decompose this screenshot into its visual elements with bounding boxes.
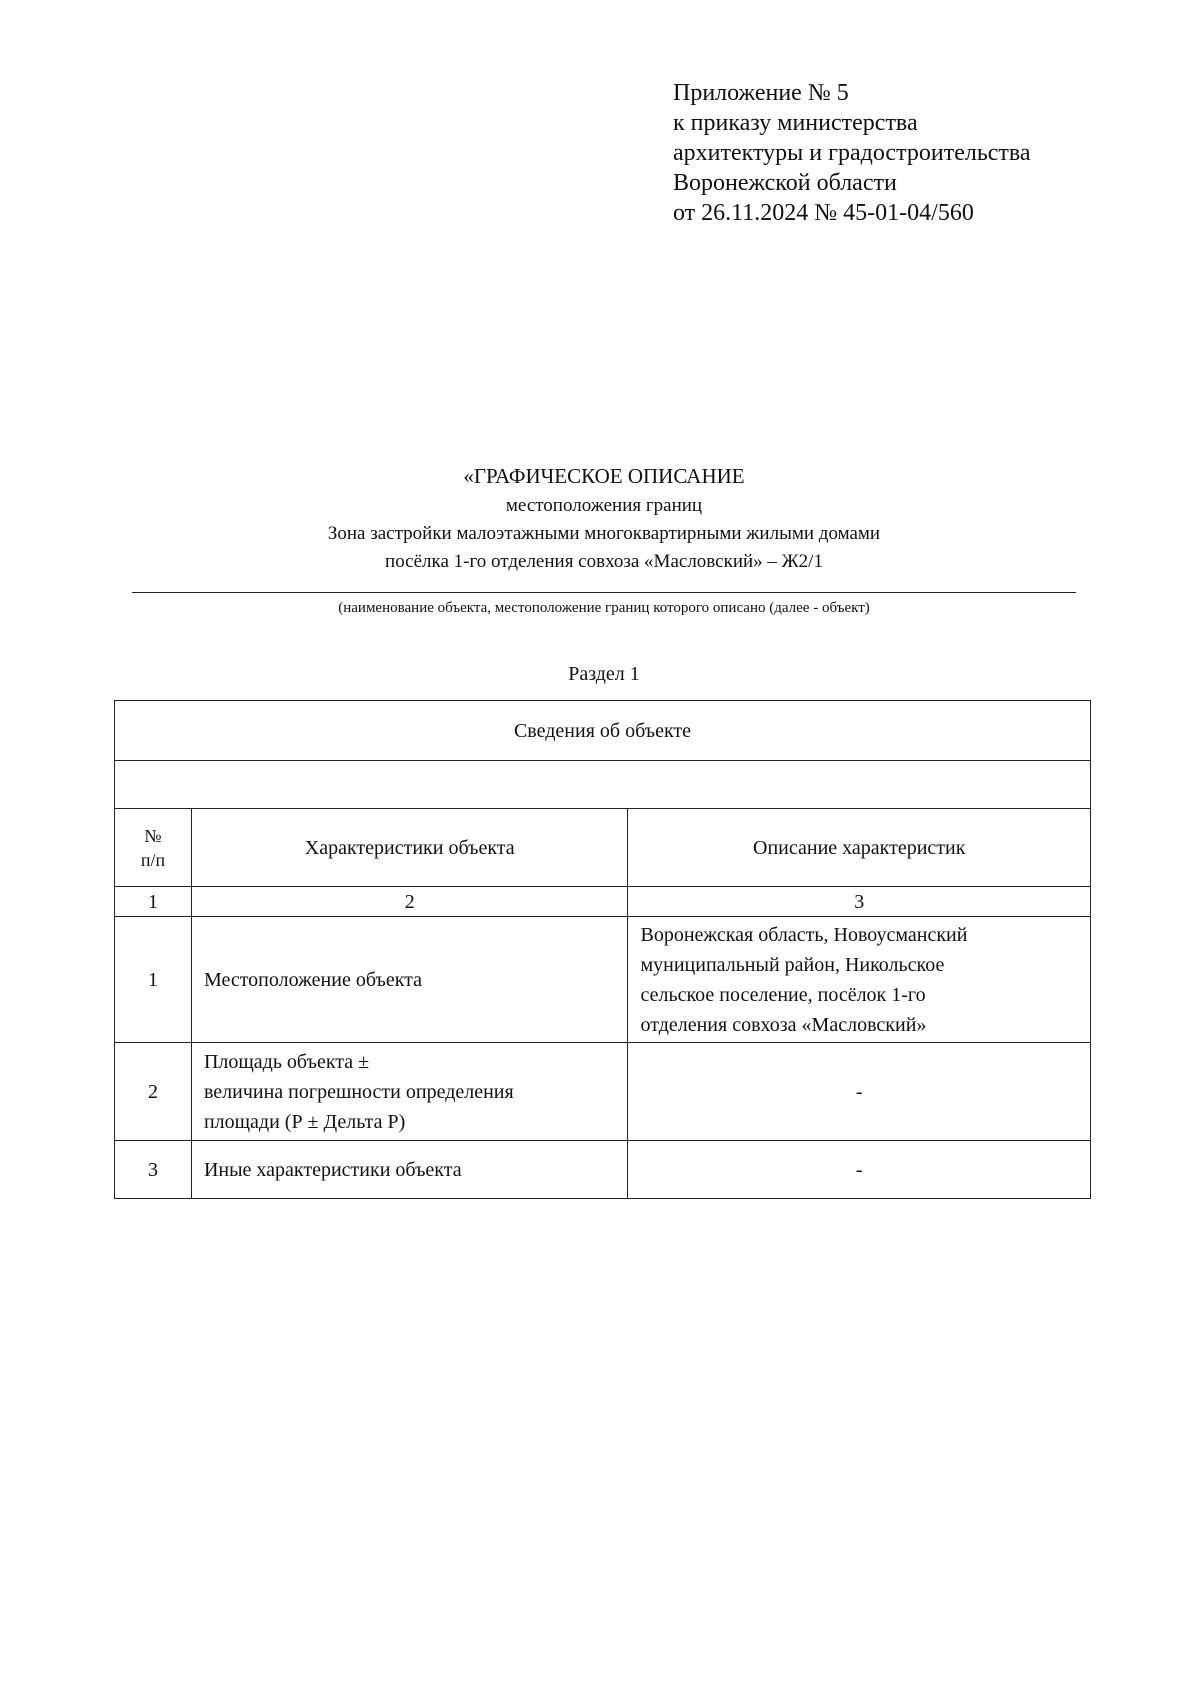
annex-line: Приложение № 5 bbox=[673, 80, 849, 106]
header-description: Описание характеристик bbox=[628, 809, 1091, 887]
annex-line: к приказу министерства bbox=[673, 110, 918, 136]
text-line: отделения совхоза «Масловский» bbox=[640, 1013, 927, 1036]
text-line: Воронежская область, Новоусманский bbox=[640, 923, 968, 946]
title-block bbox=[132, 460, 1076, 576]
text-line: - bbox=[855, 1080, 863, 1103]
section-label: Раздел 1 bbox=[568, 663, 640, 685]
subtitle-line: Зона застройки малоэтажными многоквартирными жилыми домами bbox=[327, 523, 881, 544]
subtitle-line: посёлка 1-го отделения совхоза «Масловский» – Ж2/1 bbox=[385, 551, 823, 572]
index-cell: 2 bbox=[191, 887, 628, 917]
header-num-line: № bbox=[144, 825, 162, 846]
title-underline bbox=[132, 592, 1076, 593]
table-row bbox=[115, 917, 1091, 1043]
header-characteristic: Характеристики объекта bbox=[191, 809, 628, 887]
table-row bbox=[115, 1141, 1091, 1199]
subtitle-line: местоположения границ bbox=[505, 495, 703, 516]
empty-cell bbox=[115, 761, 1091, 809]
index-cell: 1 bbox=[115, 887, 192, 917]
row-description bbox=[628, 1141, 1091, 1199]
index-cell: 3 bbox=[628, 887, 1091, 917]
row-description bbox=[628, 917, 1091, 1043]
header-num-line: п/п bbox=[140, 849, 166, 870]
annex-line: Воронежской области bbox=[673, 170, 897, 196]
table-caption: Сведения об объекте bbox=[115, 701, 1091, 761]
header-num bbox=[115, 809, 192, 887]
row-num: 2 bbox=[115, 1043, 192, 1141]
annex-block bbox=[673, 78, 1031, 228]
row-description bbox=[628, 1043, 1091, 1141]
row-characteristic bbox=[191, 1141, 628, 1199]
text-line: - bbox=[855, 1158, 863, 1181]
annex-line: от 26.11.2024 № 45-01-04/560 bbox=[673, 200, 974, 226]
text-line: Площадь объекта ± bbox=[203, 1050, 370, 1073]
row-characteristic bbox=[191, 917, 628, 1043]
table-empty-row bbox=[115, 761, 1091, 809]
table-row bbox=[115, 1043, 1091, 1141]
object-caption: (наименование объекта, местоположение границ которого описано (далее - объект) bbox=[338, 600, 870, 616]
table-header-row bbox=[115, 809, 1091, 887]
text-line: Местоположение объекта bbox=[203, 968, 423, 991]
document-title: «ГРАФИЧЕСКОЕ ОПИСАНИЕ bbox=[463, 464, 745, 488]
text-line: величина погрешности определения bbox=[203, 1080, 514, 1103]
row-num: 1 bbox=[115, 917, 192, 1043]
annex-line: архитектуры и градостроительства bbox=[673, 140, 1031, 166]
text-line: площади (Р ± Дельта Р) bbox=[203, 1110, 406, 1133]
object-info-table bbox=[114, 700, 1091, 1199]
text-line: сельское поселение, посёлок 1-го bbox=[640, 983, 926, 1006]
table-caption-row bbox=[115, 701, 1091, 761]
text-line: муниципальный район, Никольское bbox=[640, 953, 945, 976]
row-characteristic bbox=[191, 1043, 628, 1141]
text-line: Иные характеристики объекта bbox=[203, 1158, 462, 1181]
table-index-row bbox=[115, 887, 1091, 917]
row-num: 3 bbox=[115, 1141, 192, 1199]
